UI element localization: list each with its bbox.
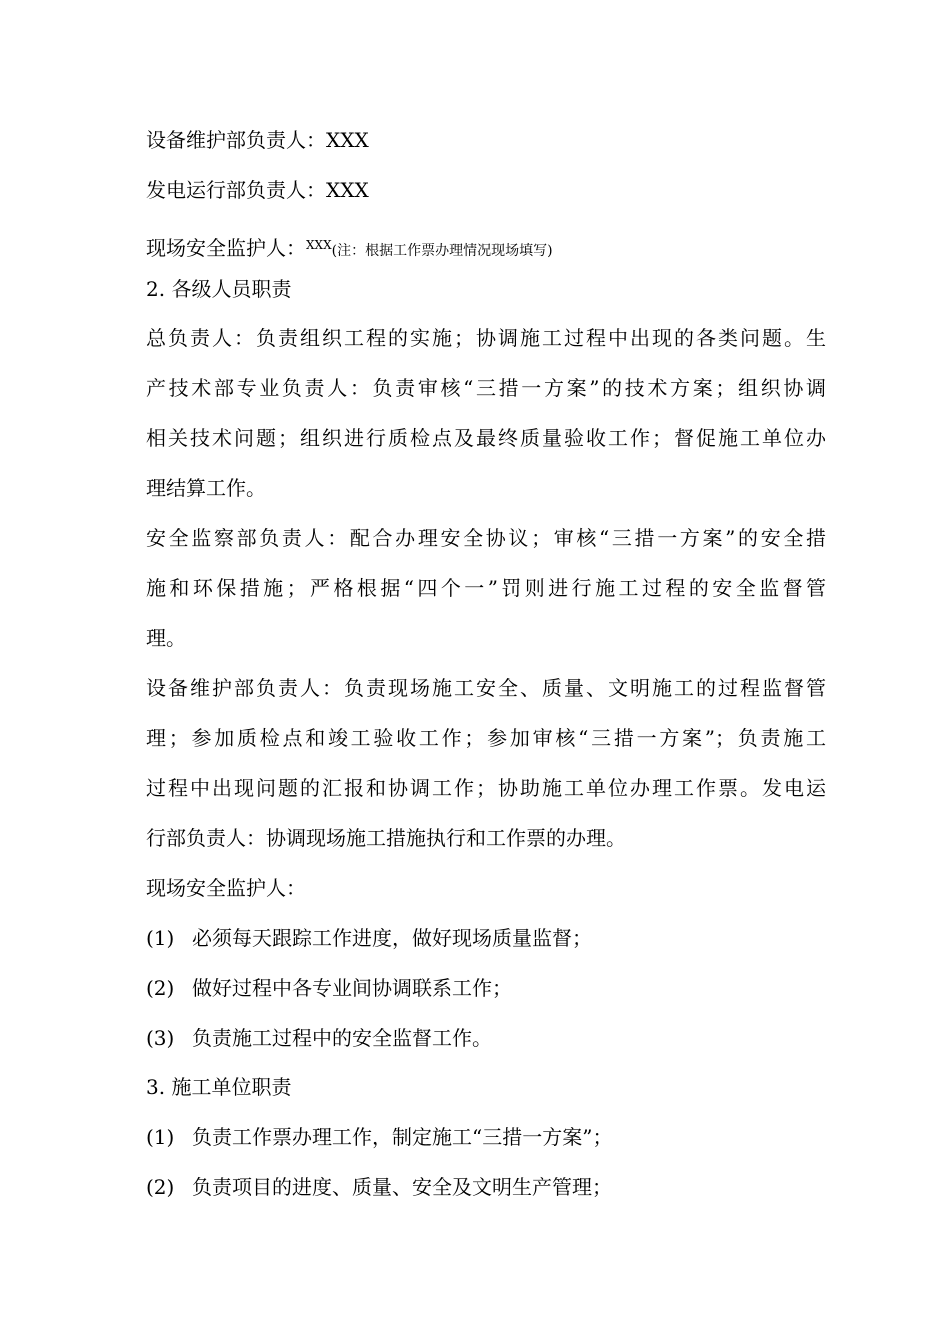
site-safety-monitor-heading: 现场安全监护人： (146, 876, 306, 900)
power-operation-lead: 发电运行部负责人：XXX (146, 178, 369, 202)
list-item (146, 1025, 826, 1051)
list-item (146, 925, 826, 951)
paragraph-line: 理结算工作。 (146, 476, 266, 500)
paragraph-line: 理；参加质检点和竣工验收工作；参加审核“三措一方案”；负责施工 (146, 726, 826, 750)
section-heading-3: 3. 施工单位职责 (146, 1075, 292, 1099)
paragraph-line: 行部负责人：协调现场施工措施执行和工作票的办理。 (146, 826, 626, 850)
paragraph-line: 相关技术问题；组织进行质检点及最终质量验收工作；督促施工单位办 (146, 426, 826, 450)
equipment-maintenance-lead: 设备维护部负责人：XXX (146, 128, 369, 152)
list-item-number: (2) (146, 976, 175, 1000)
list-item-text: 负责项目的进度、质量、安全及文明生产管理； (192, 1175, 612, 1199)
section-heading-2: 2. 各级人员职责 (146, 277, 292, 301)
site-safety-monitor-line (146, 232, 826, 264)
site-safety-monitor-value: XXX (306, 238, 332, 252)
list-item-text: 必须每天跟踪工作进度，做好现场质量监督； (192, 926, 592, 950)
paragraph-line: 过程中出现问题的汇报和协调工作；协助施工单位办理工作票。发电运 (146, 776, 826, 800)
list-item (146, 975, 826, 1001)
list-item (146, 1124, 826, 1150)
list-item-text: 负责施工过程中的安全监督工作。 (192, 1026, 492, 1050)
list-item-text: 负责工作票办理工作，制定施工“三措一方案”； (192, 1125, 613, 1149)
site-safety-monitor-note: (注：根据工作票办理情况现场填写) (331, 243, 553, 259)
list-item-number: (3) (146, 1026, 175, 1050)
list-item-number: (1) (146, 926, 175, 950)
paragraph-line: 产技术部专业负责人：负责审核“三措一方案”的技术方案；组织协调 (146, 376, 826, 400)
list-item-number: (2) (146, 1175, 175, 1199)
paragraph-line: 施和环保措施；严格根据“四个一”罚则进行施工过程的安全监督管 (146, 576, 826, 600)
paragraph-line: 总负责人：负责组织工程的实施；协调施工过程中出现的各类问题。生 (146, 326, 826, 350)
paragraph-line: 理。 (146, 626, 186, 650)
site-safety-monitor-label: 现场安全监护人： (146, 236, 306, 260)
list-item-text: 做好过程中各专业间协调联系工作； (192, 976, 512, 1000)
paragraph-line: 安全监察部负责人：配合办理安全协议；审核“三措一方案”的安全措 (146, 526, 826, 550)
list-item-number: (1) (146, 1125, 175, 1149)
paragraph-line: 设备维护部负责人：负责现场施工安全、质量、文明施工的过程监督管 (146, 676, 826, 700)
list-item (146, 1174, 826, 1200)
